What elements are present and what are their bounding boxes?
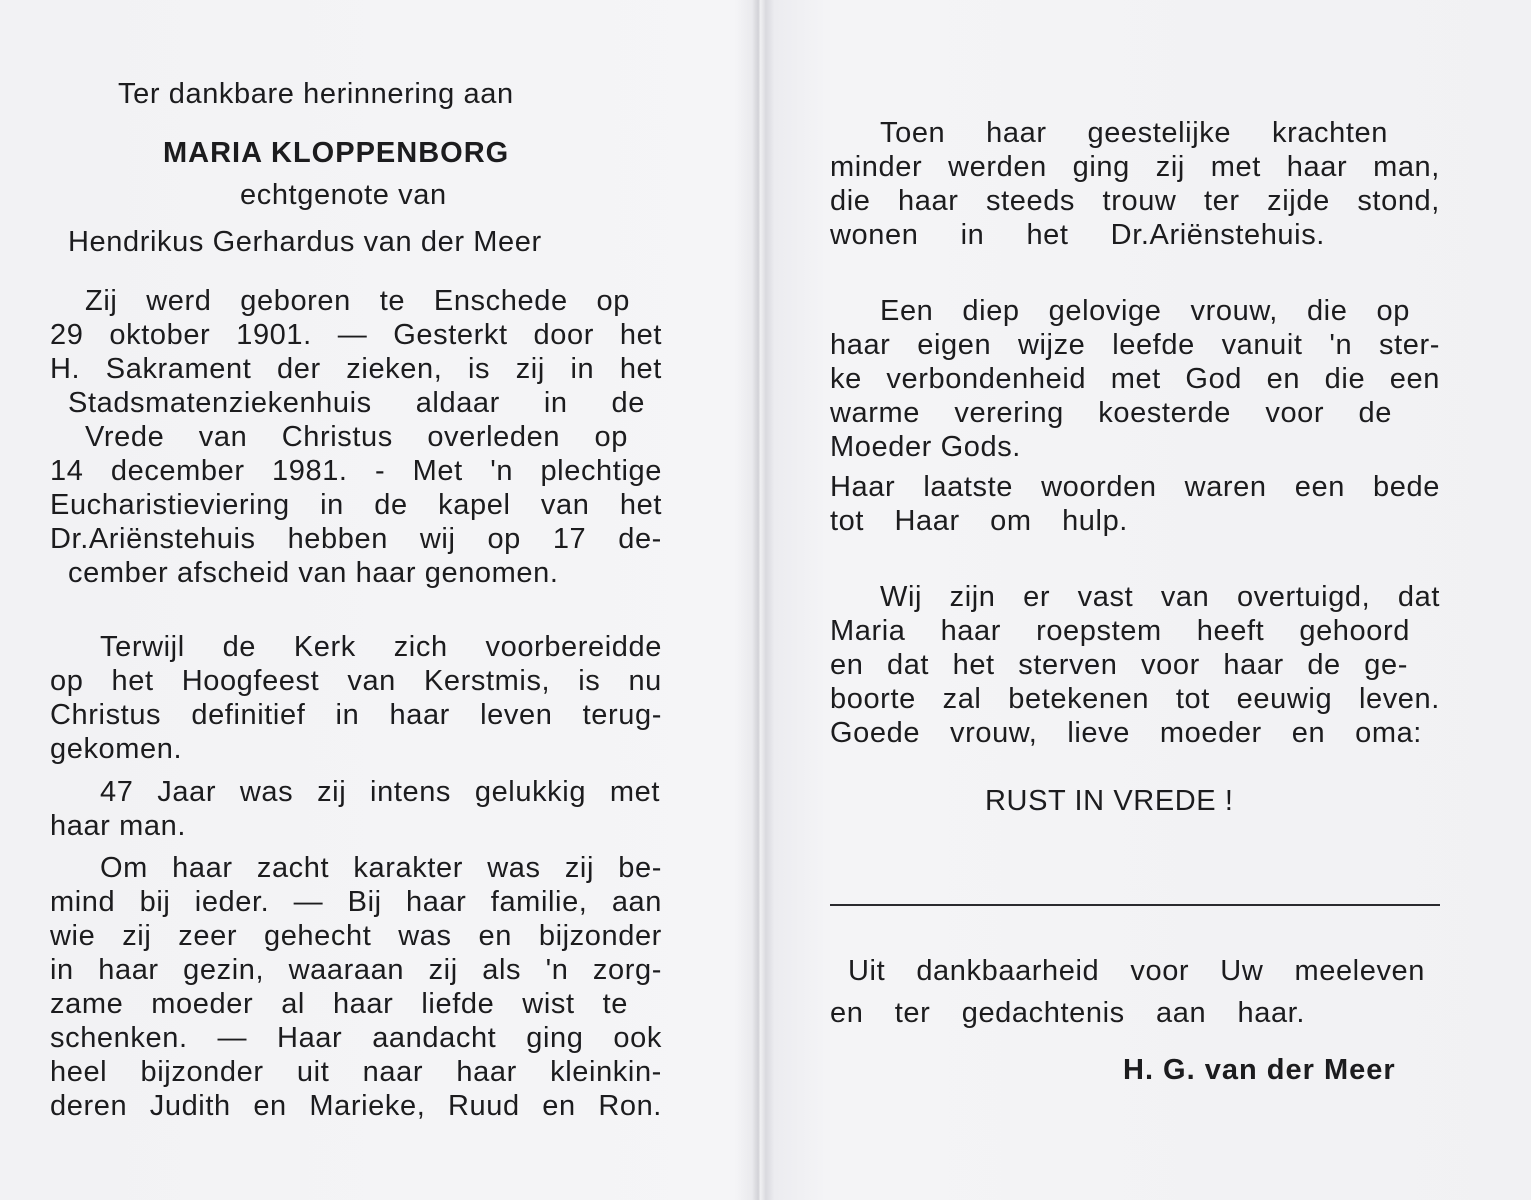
text-line: tot Haar om hulp.	[830, 505, 1128, 537]
text-line: en ter gedachtenis aan haar.	[830, 997, 1305, 1029]
spouse-name: Hendrikus Gerhardus van der Meer	[68, 226, 542, 258]
text-line: Stadsmatenziekenhuis aldaar in de	[68, 387, 645, 419]
text-line: Christus definitief in haar leven terug-	[50, 699, 662, 731]
text-line: minder werden ging zij met haar man,	[830, 151, 1440, 183]
text-line: wie zij zeer gehecht was en bijzonder	[50, 920, 662, 952]
text-line: Terwijl de Kerk zich voorbereidde	[100, 631, 662, 663]
text-line: 47 Jaar was zij intens gelukkig met	[100, 776, 660, 808]
text-line: die haar steeds trouw ter zijde stond,	[830, 185, 1440, 217]
text-line: Dr.Ariënstehuis hebben wij op 17 de-	[50, 523, 662, 555]
text-line: Vrede van Christus overleden op	[85, 421, 628, 453]
text-line: boorte zal betekenen tot eeuwig leven.	[830, 683, 1440, 715]
text-line: en dat het sterven voor haar de ge-	[830, 649, 1408, 681]
text-line: deren Judith en Marieke, Ruud en Ron.	[50, 1090, 662, 1122]
text-line: Maria haar roepstem heeft gehoord	[830, 615, 1410, 647]
text-line: zame moeder al haar liefde wist te	[50, 988, 628, 1020]
card-fold	[752, 0, 766, 1200]
text-line: Moeder Gods.	[830, 431, 1021, 463]
text-line: op het Hoogfeest van Kerstmis, is nu	[50, 665, 662, 697]
text-line: Haar laatste woorden waren een bede	[830, 471, 1440, 503]
text-line: warme verering koesterde voor de	[830, 397, 1392, 429]
rest-in-peace: RUST IN VREDE !	[985, 785, 1234, 817]
text-line: 29 oktober 1901. — Gesterkt door het	[50, 319, 662, 351]
dedication-heading: Ter dankbare herinnering aan	[118, 78, 514, 110]
divider-line	[830, 904, 1440, 906]
text-line: schenken. — Haar aandacht ging ook	[50, 1022, 662, 1054]
text-line: Zij werd geboren te Enschede op	[85, 285, 630, 317]
text-line: haar eigen wijze leefde vanuit 'n ster-	[830, 329, 1440, 361]
text-line: cember afscheid van haar genomen.	[68, 557, 559, 589]
text-line: wonen in het Dr.Ariënstehuis.	[830, 219, 1325, 251]
text-line: gekomen.	[50, 733, 183, 765]
text-line: heel bijzonder uit naar haar kleinkin-	[50, 1056, 662, 1088]
text-line: in haar gezin, waaraan zij als 'n zorg-	[50, 954, 662, 986]
text-line: Goede vrouw, lieve moeder en oma:	[830, 717, 1422, 749]
text-line: ke verbondenheid met God en die een	[830, 363, 1440, 395]
text-line: Uit dankbaarheid voor Uw meeleven	[848, 955, 1425, 987]
relation-label: echtgenote van	[240, 179, 447, 211]
text-line: 14 december 1981. - Met 'n plechtige	[50, 455, 662, 487]
text-line: Wij zijn er vast van overtuigd, dat	[880, 581, 1440, 613]
text-line: H. Sakrament der zieken, is zij in het	[50, 353, 662, 385]
deceased-name: MARIA KLOPPENBORG	[163, 137, 510, 169]
text-line: haar man.	[50, 810, 186, 842]
signature: H. G. van der Meer	[1123, 1054, 1396, 1086]
text-line: Toen haar geestelijke krachten	[880, 117, 1388, 149]
text-line: Een diep gelovige vrouw, die op	[880, 295, 1410, 327]
text-line: Eucharistieviering in de kapel van het	[50, 489, 662, 521]
text-line: mind bij ieder. — Bij haar familie, aan	[50, 886, 662, 918]
text-line: Om haar zacht karakter was zij be-	[100, 852, 662, 884]
